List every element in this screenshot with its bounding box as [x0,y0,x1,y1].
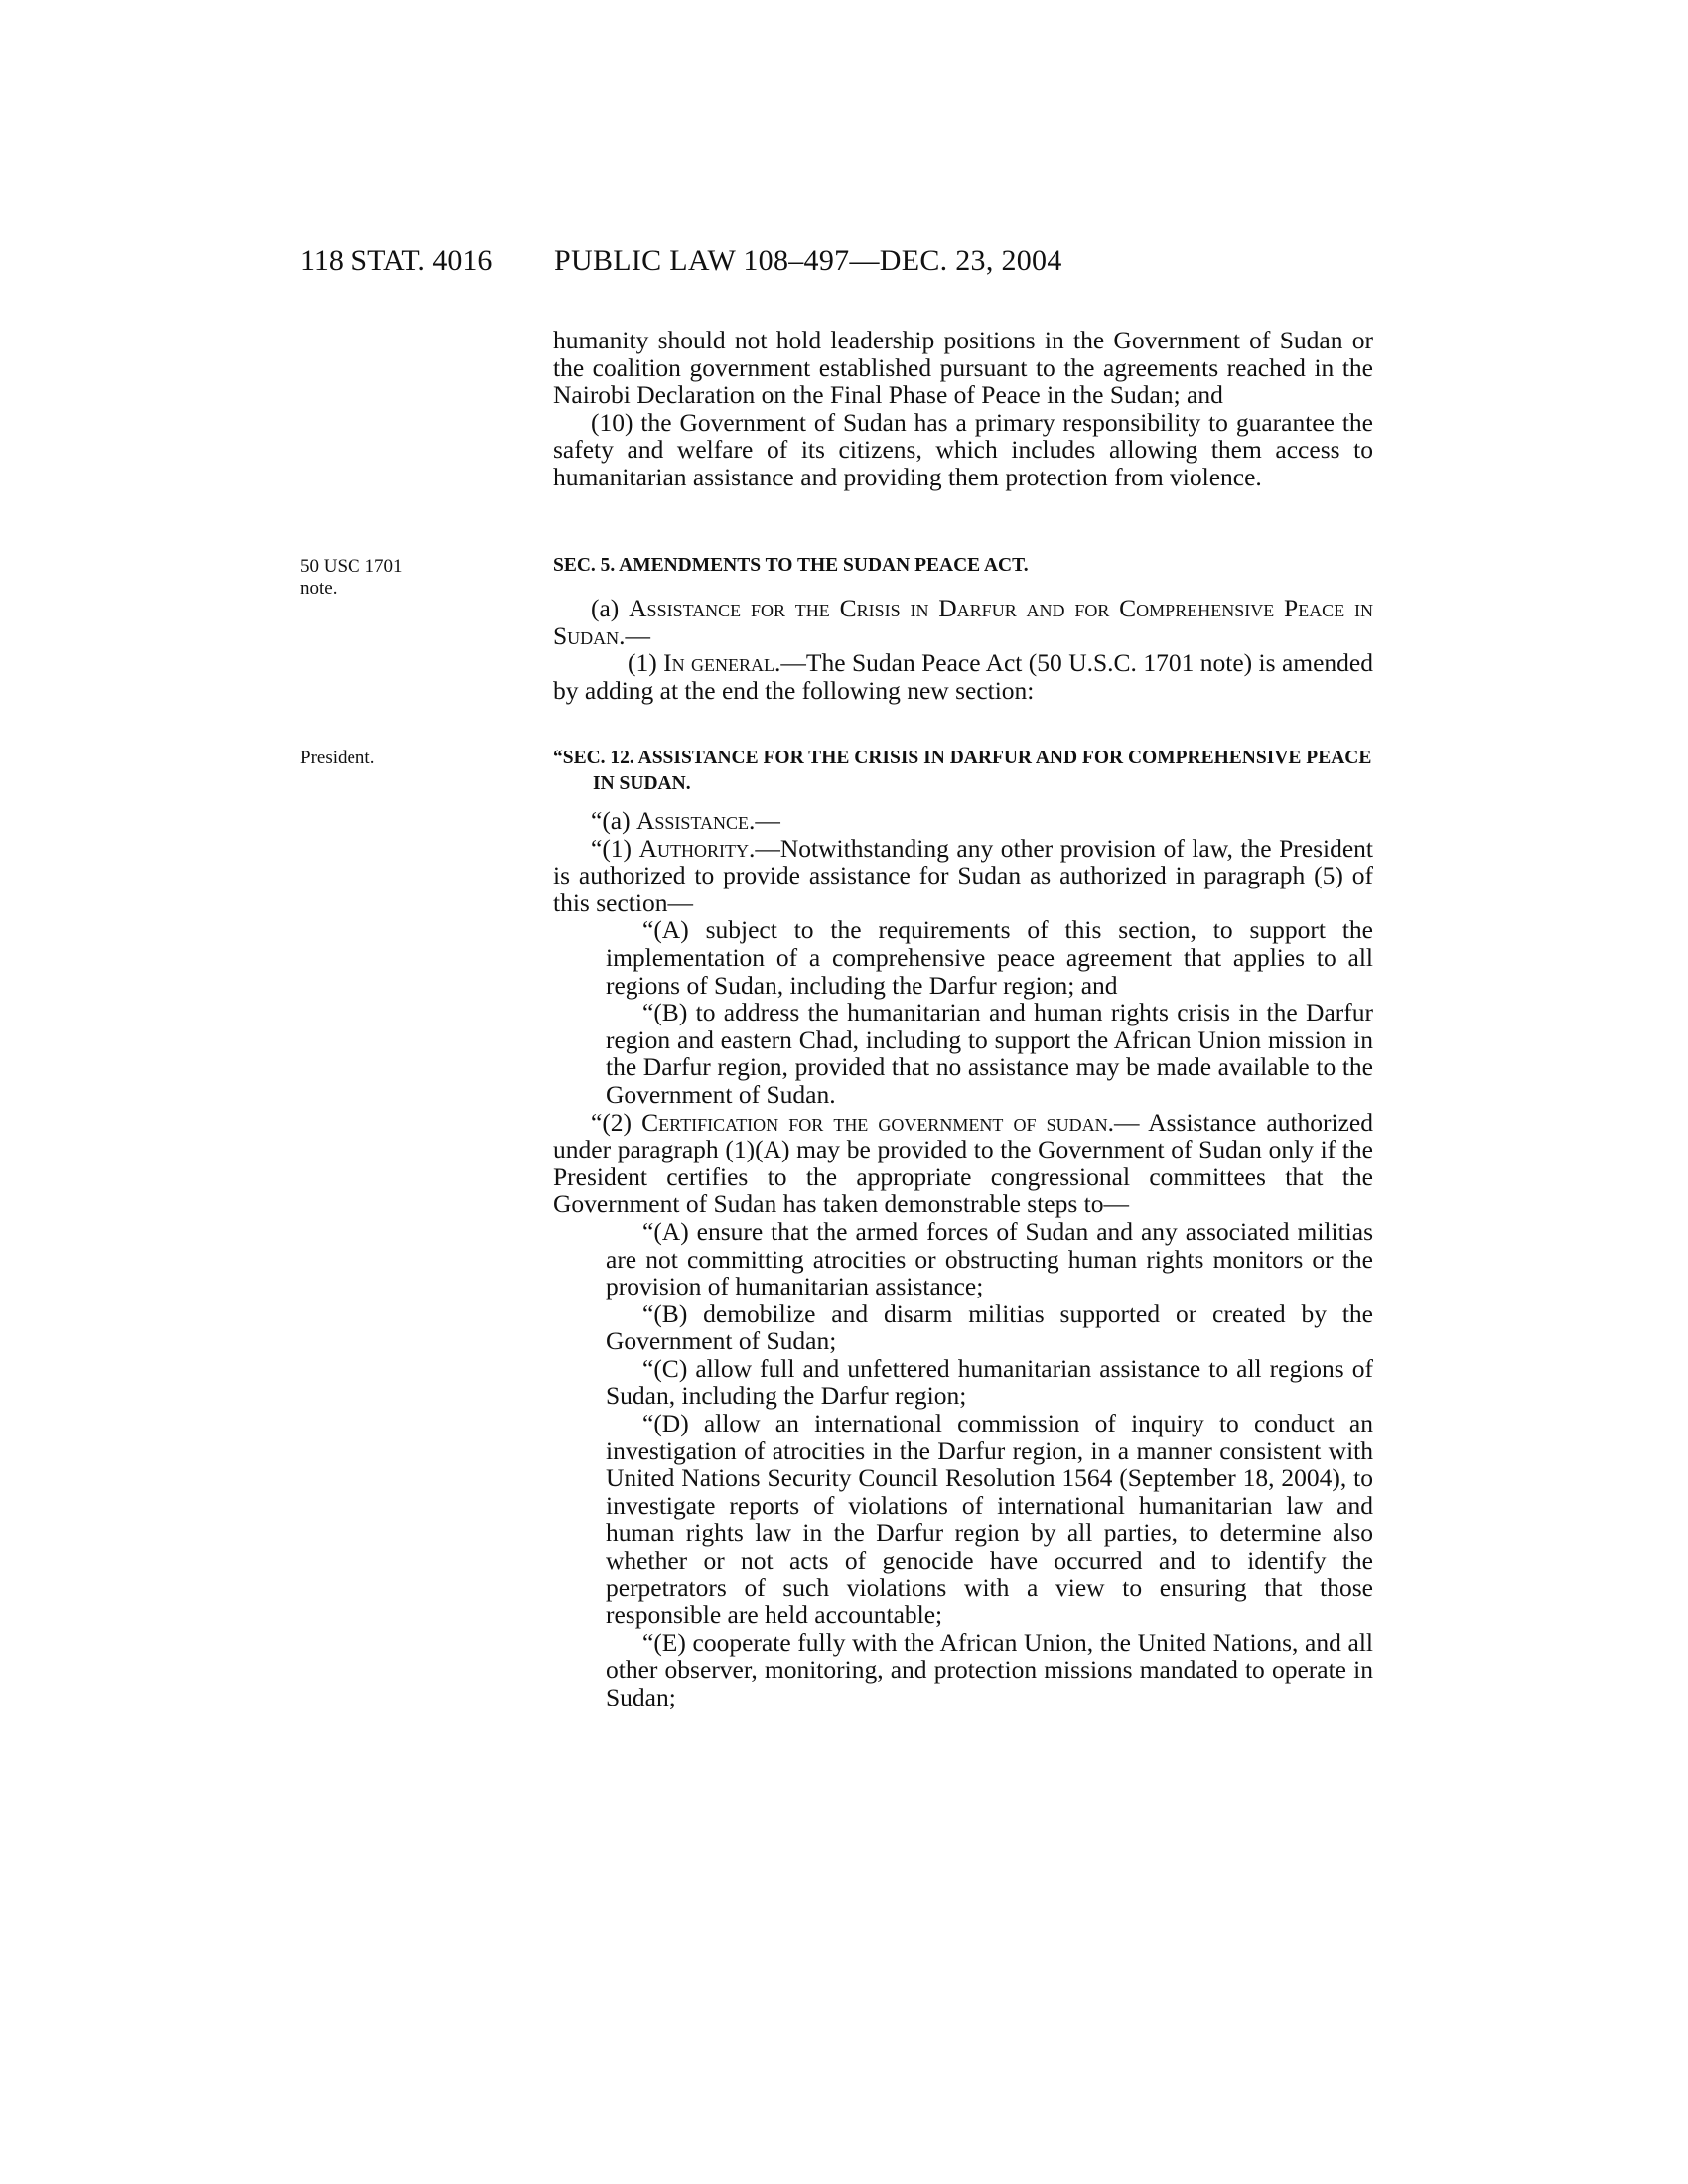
statute-page-reference: 118 STAT. 4016 [300,244,492,277]
section-12-subparagraph-1A: “(A) subject to the requirements of this section, to support the implementation of a comprehensive peace agreement that applies to all regions of Sudan, including the Darfur region; and [606,915,1373,1000]
section-5 [553,553,1373,704]
section-12 [553,746,1373,1711]
margin-note-usc [300,556,402,600]
section-5-paragraph-1 [553,649,1373,704]
section-5-heading: SEC. 5. AMENDMENTS TO THE SUDAN PEACE ACT. [553,555,1029,576]
paragraph-text: —Notwithstanding any other provision of law, the President is authorized to provide assistance for Sudan as authorized in paragraph (5) of this section— [553,833,1374,917]
subsection-number: (a) [591,594,620,622]
section-12-subparagraph-2C: “(C) allow full and unfettered humanitarian assistance to all regions of Sudan, including the Darfur region; [606,1353,1373,1411]
section-12-subparagraph-2B: “(B) demobilize and disarm militias supported or created by the Government of Sudan; [606,1298,1373,1356]
paragraph-caption: Authority. [638,833,756,863]
margin-note-usc-line1: 50 USC 1701 [300,556,403,577]
margin-note-president: President. [300,748,375,768]
section-12-paragraph-2 [553,1109,1373,1218]
section-5-subsection-a [553,595,1373,649]
subsection-caption: Assistance for the Crisis in Darfur and for Comprehensive Peace in Sudan.— [553,594,1374,650]
section-12-subparagraph-2D: “(D) allow an international commission of inquiry to conduct an investigation of atrocities in the Darfur region, in a manner consistent with United Nations Security Council Resolution 1564 (September 18, 2004), to investigate reports of violations of international humanitarian law and human rights law in the Darfur region by all parties, to determine also whether or not acts of genocide have occurred and to identify the perpetrators of such violations with a view to ensuring that those responsible are held accountable; [606,1409,1373,1630]
margin-note-usc-line2: note. [300,578,338,599]
paragraph-text: —The Sudan Peace Act (50 U.S.C. 1701 note) is amended by adding at the end the following new section: [553,648,1373,705]
section-12-subsection-a [553,807,1373,835]
finding-10: (10) the Government of Sudan has a primary responsibility to guarantee the safety and welfare of its citizens, which includes allowing them access to humanitarian assistance and providing them protection from violence. [553,407,1373,491]
paragraph-number: (1) [628,648,657,678]
paragraph-text: — Assistance authorized under paragraph (1)(A) may be provided to the Government of Sudan only if the President certifies to the appropriate congressional committees that the Government of Sudan has taken demonstrable steps to— [553,1107,1373,1219]
subsection-number: “(a) [591,806,631,835]
subsection-caption: Assistance.— [636,806,780,835]
findings-continuation: humanity should not hold leadership positions in the Government of Sudan or the coalition government established pursuant to the agreements reached in the Nairobi Declaration on the Final Phase of Peace in the Sudan; and [553,326,1373,410]
section-12-heading: “SEC. 12. ASSISTANCE FOR THE CRISIS IN DARFUR AND FOR COMPREHENSIVE PEACE IN SUDAN. [553,748,1372,794]
section-12-paragraph-1 [553,835,1373,917]
public-law-reference: PUBLIC LAW 108–497—DEC. 23, 2004 [554,244,1062,277]
section-12-subparagraph-2A: “(A) ensure that the armed forces of Sudan and any associated militias are not committing atrocities or obstructing human rights monitors or the provision of humanitarian assistance; [606,1216,1373,1301]
section-12-subparagraph-1B: “(B) to address the humanitarian and human rights crisis in the Darfur region and eastern Chad, including to support the African Union mission in the Darfur region, provided that no assistance may be made available to the Government of Sudan. [606,998,1373,1109]
paragraph-caption: Certification for the government of sudan. [641,1107,1115,1137]
paragraph-number: “(2) [591,1107,633,1137]
paragraph-caption: In general. [663,648,781,678]
section-12-subparagraph-2E: “(E) cooperate fully with the African Union, the United Nations, and all other observer, monitoring, and protection missions mandated to operate in Sudan; [606,1627,1373,1711]
paragraph-number: “(1) [591,833,633,863]
continued-findings [553,327,1373,491]
page-header [0,244,1688,284]
